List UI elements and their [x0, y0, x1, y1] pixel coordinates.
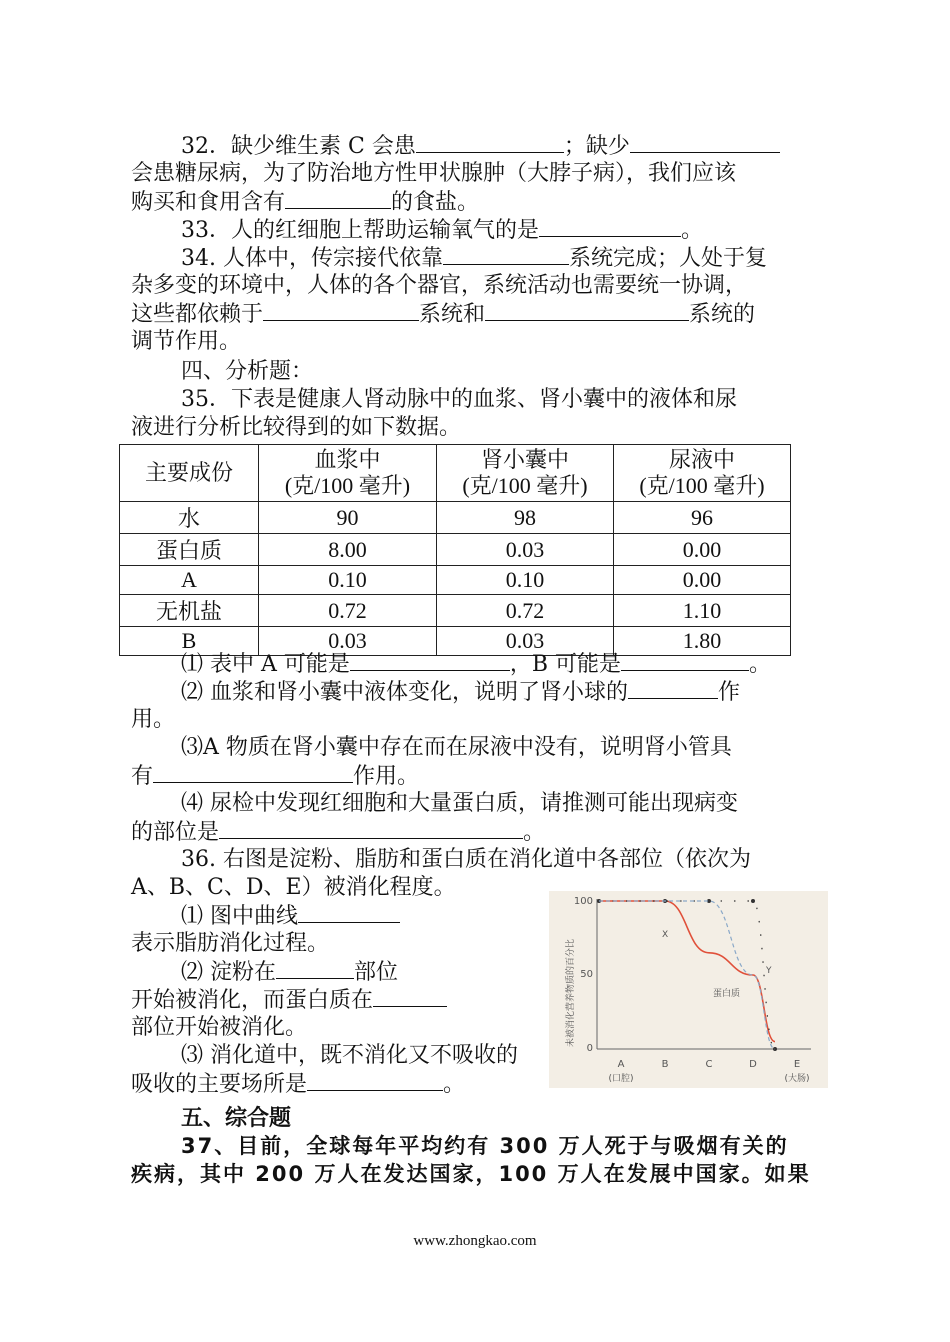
- q32-text: 购买和食用含有: [131, 190, 286, 215]
- table-cell: 1.10: [614, 595, 791, 627]
- q35-text: 作用。: [353, 764, 420, 789]
- table-row: [120, 502, 791, 534]
- q35-sub1: [181, 650, 771, 679]
- table-header-cell: 尿液中 (克/100 毫升): [614, 445, 791, 502]
- q34-line2: 杂多变的环境中，人体的各个器官，系统活动也需要统一协调，: [131, 273, 748, 298]
- answer-blank[interactable]: [153, 762, 353, 783]
- answer-blank[interactable]: [443, 244, 569, 265]
- table-cell: 0.03: [259, 627, 437, 656]
- series-line: [599, 901, 775, 1042]
- answer-blank[interactable]: [373, 986, 447, 1007]
- x-note-label: (大肠): [784, 1074, 810, 1084]
- table-cell: 0.00: [614, 566, 791, 595]
- table-cell: 1.80: [614, 627, 791, 656]
- x-tick-label: C: [705, 1059, 713, 1070]
- q36-sub1-cont: 表示脂肪消化过程。: [131, 931, 330, 956]
- q34-line3: [131, 300, 755, 329]
- answer-blank[interactable]: [285, 188, 391, 209]
- q35-text: ，B 可能是: [509, 652, 622, 677]
- table-cell: 蛋白质: [120, 534, 259, 566]
- q33-text: 。: [681, 218, 704, 243]
- q35-sub3: ⑶A 物质在肾小囊中存在而在尿液中没有，说明肾小管具: [181, 735, 732, 760]
- table-cell: 98: [437, 502, 614, 534]
- y-tick-label: 0: [586, 1043, 593, 1054]
- digestion-chart: [549, 891, 828, 1088]
- table-cell: 0.72: [259, 595, 437, 627]
- q34-line1: [181, 244, 767, 273]
- q32-text: 的食盐。: [391, 190, 480, 215]
- q36-text: ⑴ 图中曲线: [181, 904, 298, 929]
- q36-text: ⑵ 淀粉在: [181, 960, 276, 985]
- q36-line1: 36. 右图是淀粉、脂肪和蛋白质在消化道中各部位（依次为: [181, 847, 751, 872]
- q32-text: ；缺少: [563, 134, 630, 159]
- answer-blank[interactable]: [219, 818, 523, 839]
- q35-sub4-cont: [131, 818, 545, 847]
- answer-blank[interactable]: [298, 902, 400, 923]
- q35-sub3-cont: [131, 762, 419, 791]
- answer-blank[interactable]: [416, 132, 564, 153]
- table-cell: 96: [614, 502, 791, 534]
- table-cell: 0.03: [437, 534, 614, 566]
- answer-blank[interactable]: [350, 650, 510, 671]
- section-heading: 四、分析题：: [181, 359, 314, 384]
- q35-sub4: ⑷ 尿检中发现红细胞和大量蛋白质，请推测可能出现病变: [181, 791, 738, 816]
- table-cell: 无机盐: [120, 595, 259, 627]
- q35-text: 的部位是: [131, 820, 220, 845]
- q35-text: 有: [131, 764, 154, 789]
- answer-blank[interactable]: [621, 650, 749, 671]
- x-tick-label: A: [617, 1059, 625, 1070]
- q36-text: 。: [443, 1072, 466, 1097]
- table-cell: 0.10: [437, 566, 614, 595]
- table-cell: B: [120, 627, 259, 656]
- table-row: [120, 595, 791, 627]
- q36-sub3-cont: [131, 1070, 465, 1099]
- q36-line2: A、B、C、D、E）被消化程度。: [131, 875, 456, 900]
- data-table: [119, 444, 791, 656]
- q36-text: 开始被消化，而蛋白质在: [131, 988, 374, 1013]
- q34-text: 系统和: [419, 302, 486, 327]
- q34-text: 系统的: [689, 302, 756, 327]
- x-tick-label: B: [661, 1059, 669, 1070]
- q36-sub3: ⑶ 消化道中，既不消化又不吸收的: [181, 1043, 518, 1068]
- q37-line1: 37、目前，全球每年平均约有 300 万人死于与吸烟有关的: [181, 1134, 789, 1158]
- q36-text: 部位: [354, 960, 399, 985]
- q34-line4: 调节作用。: [131, 329, 242, 354]
- table-cell: 0.03: [437, 627, 614, 656]
- series-label-x: X: [662, 930, 669, 940]
- q34-text: 34. 人体中，传宗接代依靠: [181, 246, 443, 271]
- table-row: [120, 566, 791, 595]
- q35-text: 。: [749, 652, 772, 677]
- q35-text: ⑴ 表中 A 可能是: [181, 652, 350, 677]
- table-header-row: [120, 445, 791, 502]
- answer-blank[interactable]: [307, 1070, 443, 1091]
- q37-line2: 疾病，其中 200 万人在发达国家，100 万人在发展中国家。如果: [131, 1162, 811, 1186]
- y-axis-label: 未被消化营养物质的百分比: [566, 938, 576, 1048]
- table-cell: 0.72: [437, 595, 614, 627]
- series-point: [751, 899, 755, 903]
- table-cell: 8.00: [259, 534, 437, 566]
- q35-line2: 液进行分析比较得到的如下数据。: [131, 415, 462, 440]
- footer-url: www.zhongkao.com: [413, 1233, 537, 1249]
- table-header-cell: 血浆中 (克/100 毫升): [259, 445, 437, 502]
- q35-line1: 35．下表是健康人肾动脉中的血浆、肾小囊中的液体和尿: [181, 387, 737, 412]
- q34-text: 这些都依赖于: [131, 302, 264, 327]
- chart-svg: [549, 891, 828, 1088]
- series-label-protein: 蛋白质: [713, 989, 741, 999]
- q35-text: 作: [718, 680, 741, 705]
- q35-sub2: [181, 678, 740, 707]
- table-row: [120, 534, 791, 566]
- answer-blank[interactable]: [630, 132, 780, 153]
- x-tick-label: E: [793, 1059, 801, 1070]
- table-cell: 90: [259, 502, 437, 534]
- q35-text: ⑵ 血浆和肾小囊中液体变化，说明了肾小球的: [181, 680, 628, 705]
- q36-sub2-cont2: 部位开始被消化。: [131, 1015, 308, 1040]
- y-tick-label: 50: [580, 969, 593, 980]
- answer-blank[interactable]: [276, 958, 354, 979]
- answer-blank[interactable]: [628, 678, 718, 699]
- q33-text: 33．人的红细胞上帮助运输氧气的是: [181, 218, 539, 243]
- x-tick-label: D: [749, 1059, 757, 1070]
- table-header-cell: 主要成份: [120, 445, 259, 502]
- answer-blank[interactable]: [539, 216, 681, 237]
- y-tick-label: 100: [573, 896, 593, 907]
- table-header-cell: 肾小囊中 (克/100 毫升): [437, 445, 614, 502]
- q35-sub2-cont: 用。: [131, 707, 176, 732]
- series-layer: [597, 899, 777, 1051]
- q32-line3: [131, 188, 479, 217]
- table-cell: A: [120, 566, 259, 595]
- q35-text: 。: [523, 820, 546, 845]
- q32-line1: [181, 132, 780, 161]
- answer-blank[interactable]: [263, 300, 419, 321]
- answer-blank[interactable]: [485, 300, 689, 321]
- section-heading: 五、综合题: [181, 1105, 292, 1131]
- series-label-y: Y: [766, 966, 772, 976]
- table-cell: 0.00: [614, 534, 791, 566]
- table-cell: 水: [120, 502, 259, 534]
- q34-text: 系统完成；人处于复: [568, 246, 767, 271]
- q36-sub2-cont: [131, 986, 447, 1015]
- q33-line: [181, 216, 703, 245]
- q32-text: 32．缺少维生素 C 会患: [181, 134, 416, 159]
- q32-line2: 会患糖尿病，为了防治地方性甲状腺肿（大脖子病），我们应该: [131, 161, 737, 186]
- q36-text: 吸收的主要场所是: [131, 1072, 308, 1097]
- q36-sub1: [181, 902, 400, 931]
- x-note-label: (口腔): [608, 1074, 634, 1084]
- q36-sub2: [181, 958, 398, 987]
- table-cell: 0.10: [259, 566, 437, 595]
